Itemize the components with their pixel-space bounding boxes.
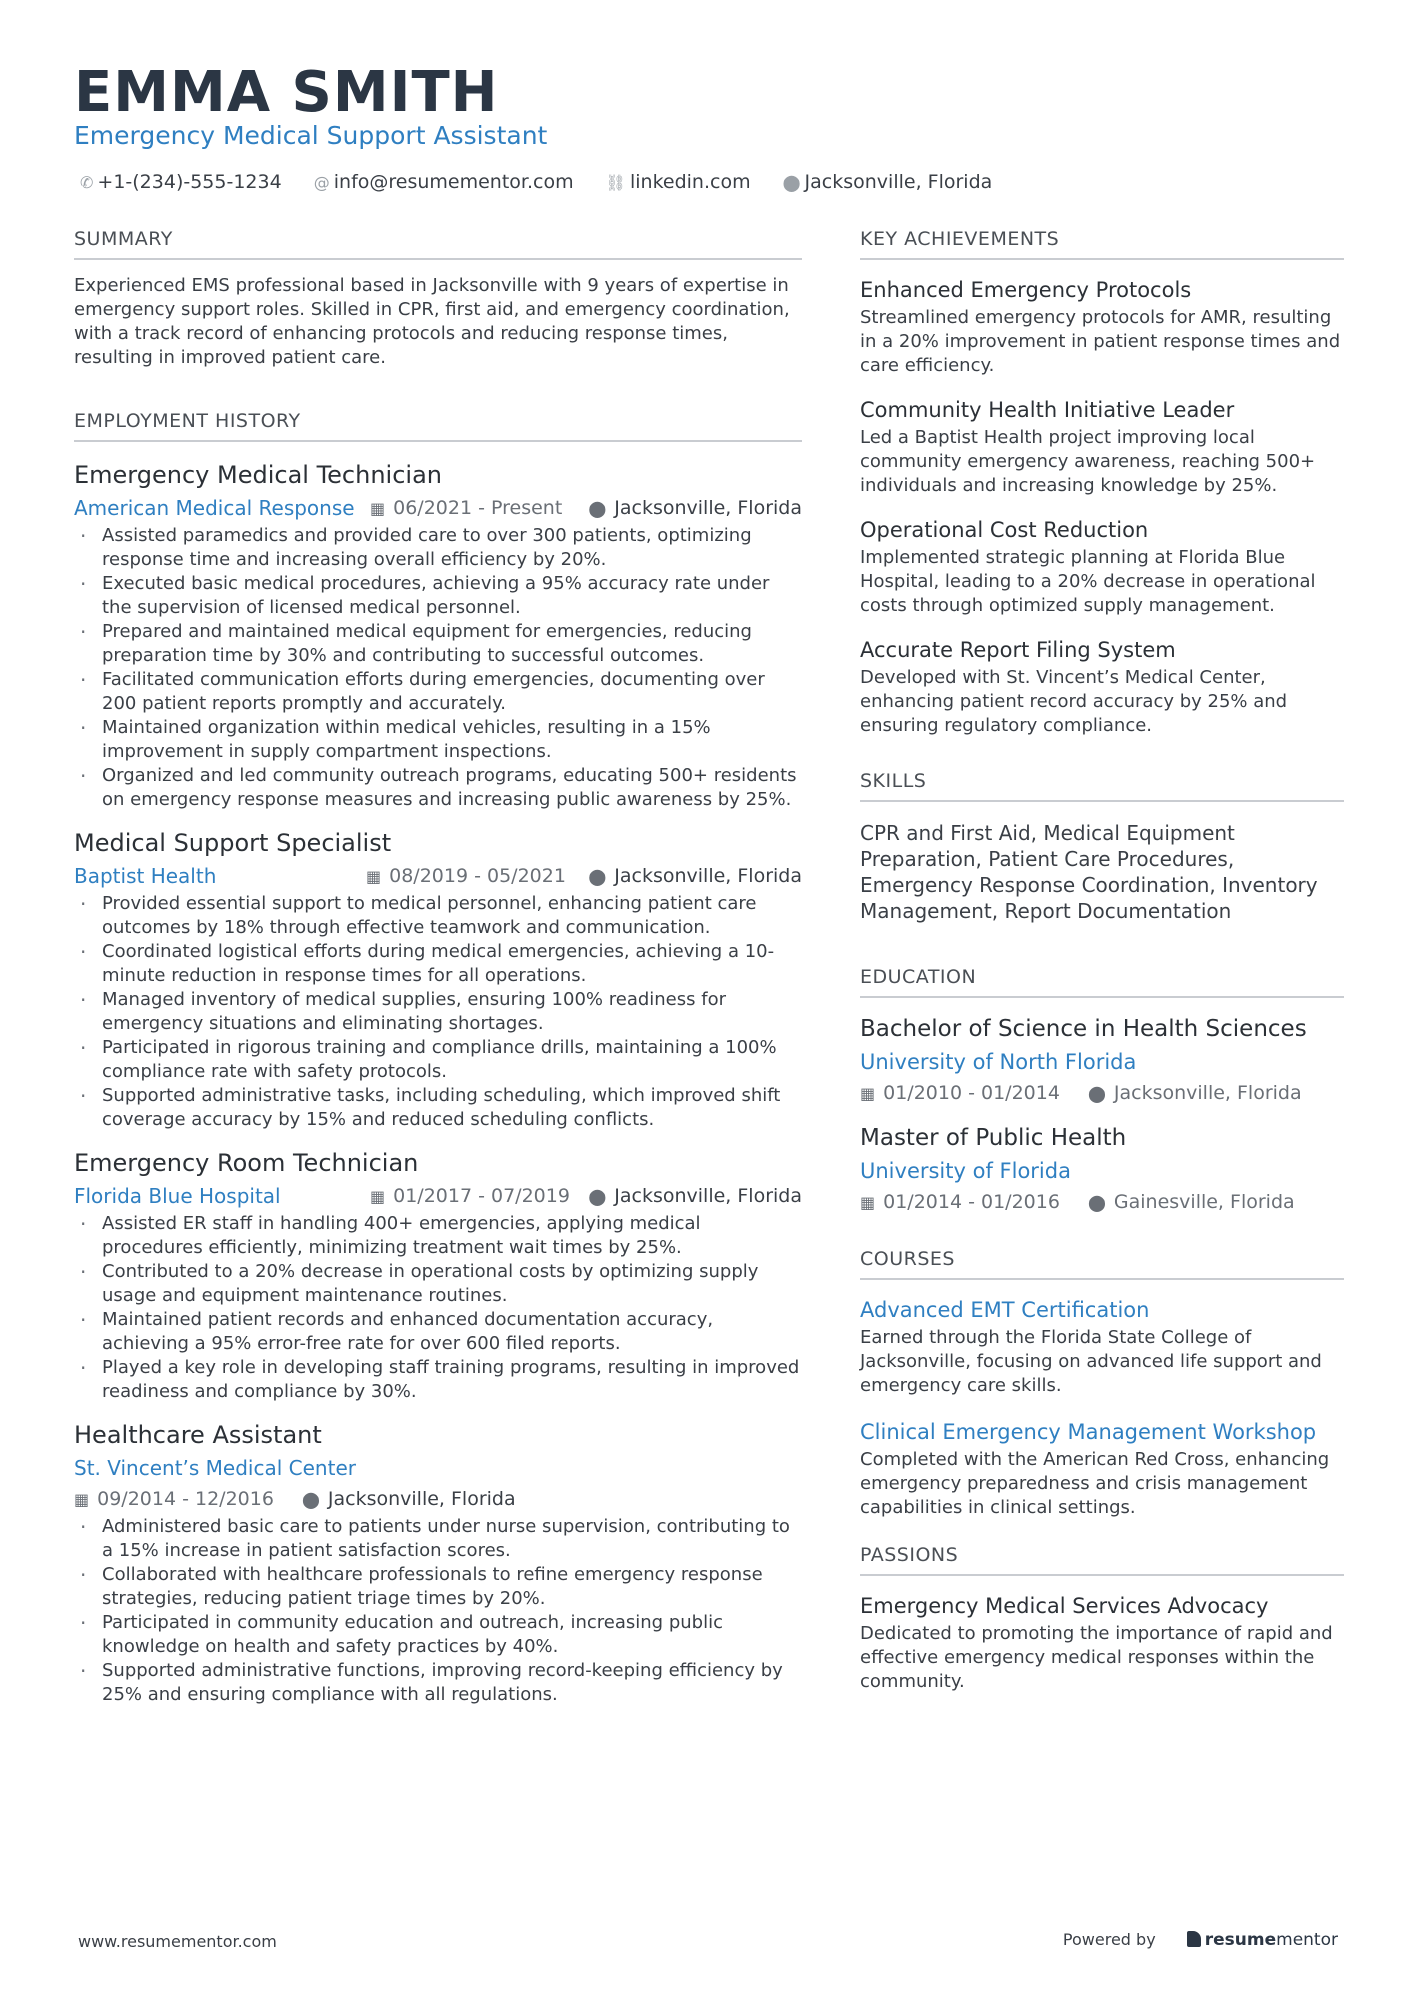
location-icon: ⬤ xyxy=(1087,1084,1106,1103)
course-item xyxy=(860,1416,1344,1520)
passion-item xyxy=(860,1590,1344,1694)
job-bullets xyxy=(74,892,802,1132)
calendar-icon: ▦ xyxy=(366,867,382,886)
contact-bar xyxy=(80,168,1018,197)
job-meta xyxy=(74,1180,802,1212)
bullet-item: · Managed inventory of medical supplies, ensuring 100% readiness for emergency situations and eliminating shortages. xyxy=(74,988,802,1036)
skills-text: CPR and First Aid, Medical Equipment Preparation, Patient Care Procedures, Emergency Response Coordination, Inventory Management, Report Documentation xyxy=(860,821,1318,923)
achievement-item xyxy=(860,394,1344,498)
bullet-item: · Prepared and maintained medical equipment for emergencies, reducing preparation time by 30% and contributing to successful outcomes. xyxy=(74,620,802,668)
course-item xyxy=(860,1294,1344,1398)
section-heading: COURSES xyxy=(860,1246,1344,1280)
job-title: Emergency Medical Technician xyxy=(74,461,442,489)
job-entry xyxy=(74,826,802,1132)
achievement-text: Streamlined emergency protocols for AMR, resulting in a 20% improvement in patient response times and care efficiency. xyxy=(860,307,1341,376)
job-title: Emergency Room Technician xyxy=(74,1149,419,1177)
job-entry xyxy=(74,458,802,812)
candidate-name: EMMA SMITH xyxy=(74,60,499,125)
footer-website[interactable]: www.resumementor.com xyxy=(78,1932,277,1951)
education-degree: Bachelor of Science in Health Sciences xyxy=(860,1016,1307,1042)
education-degree: Master of Public Health xyxy=(860,1125,1127,1151)
calendar-icon: ▦ xyxy=(74,1490,90,1509)
bullet-item: · Provided essential support to medical personnel, enhancing patient care outcomes by 18% through effective teamwork and communication. xyxy=(74,892,802,940)
education-school: University of North Florida xyxy=(860,1050,1137,1074)
calendar-icon: ▦ xyxy=(370,1187,386,1206)
location-icon: ⬤ xyxy=(588,1187,607,1206)
achievement-item xyxy=(860,514,1344,618)
bullet-item: · Facilitated communication efforts during emergencies, documenting over 200 patient reports promptly and accurately. xyxy=(74,668,802,716)
job-company: American Medical Response xyxy=(74,496,355,520)
calendar-icon: ▦ xyxy=(860,1084,876,1103)
bullet-item: · Contributed to a 20% decrease in operational costs by optimizing supply usage and equipment maintenance routines. xyxy=(74,1260,802,1308)
bullet-item: · Participated in community education and outreach, increasing public knowledge on health and safety practices by 40%. xyxy=(74,1611,802,1659)
bullet-item: · Coordinated logistical efforts during medical emergencies, achieving a 10-minute reduction in response times for all operations. xyxy=(74,940,802,988)
section-heading: PASSIONS xyxy=(860,1542,1344,1576)
course-title: Advanced EMT Certification xyxy=(860,1298,1150,1322)
job-location: ⬤ Jacksonville, Florida xyxy=(588,1185,802,1207)
bullet-item: · Maintained organization within medical vehicles, resulting in a 15% improvement in supply compartment inspections. xyxy=(74,716,802,764)
powered-by-label: Powered by xyxy=(1062,1930,1156,1949)
job-location: ⬤ Jacksonville, Florida xyxy=(301,1488,516,1510)
section-heading: SKILLS xyxy=(860,768,1344,802)
summary-section xyxy=(74,226,802,370)
bullet-item: · Collaborated with healthcare professionals to refine emergency response strategies, reducing patient triage times by 20%. xyxy=(74,1563,802,1611)
education-dates: 01/2014 - 01/2016 xyxy=(883,1191,1060,1213)
brand-mark-icon xyxy=(1187,1931,1201,1947)
education-item xyxy=(860,1012,1344,1109)
section-heading: SUMMARY xyxy=(74,226,802,260)
education-meta xyxy=(860,1078,1344,1109)
job-title: Medical Support Specialist xyxy=(74,829,392,857)
summary-text: Experienced EMS professional based in Jacksonville with 9 years of expertise in emergency support roles. Skilled in CPR, first aid, and emergency coordination, with a track record of enhancing protocols and reducing response times, resulting in improved patient care. xyxy=(74,275,790,368)
section-heading: EDUCATION xyxy=(860,964,1344,998)
left-column xyxy=(74,226,802,1721)
calendar-icon: ▦ xyxy=(860,1193,876,1212)
footer-powered-by xyxy=(1063,1930,1338,1950)
job-bullets xyxy=(74,1515,802,1707)
job-meta xyxy=(74,492,802,524)
job-company: Baptist Health xyxy=(74,864,217,888)
bullet-item: · Executed basic medical procedures, achieving a 95% accuracy rate under the supervision of licensed medical personnel. xyxy=(74,572,802,620)
candidate-title: Emergency Medical Support Assistant xyxy=(74,121,548,150)
contact-phone[interactable]: ✆ +1-(234)-555-1234 xyxy=(80,171,282,193)
bullet-item: · Assisted ER staff in handling 400+ emergencies, applying medical procedures efficiently, minimizing treatment wait times by 25%. xyxy=(74,1212,802,1260)
education-location: ⬤ Jacksonville, Florida xyxy=(1087,1082,1302,1104)
contact-linkedin[interactable]: ⛓ linkedin.com xyxy=(605,171,751,193)
section-heading: EMPLOYMENT HISTORY xyxy=(74,408,802,442)
passions-section xyxy=(860,1542,1344,1694)
achievement-title: Enhanced Emergency Protocols xyxy=(860,278,1192,302)
achievement-item xyxy=(860,274,1344,378)
achievements-section xyxy=(860,226,1344,738)
education-meta xyxy=(860,1187,1344,1218)
passion-text: Dedicated to promoting the importance of rapid and effective emergency medical responses within the community. xyxy=(860,1623,1333,1692)
achievement-text: Implemented strategic planning at Florida Blue Hospital, leading to a 20% decrease in operational costs through optimized supply management. xyxy=(860,547,1316,616)
course-text: Completed with the American Red Cross, enhancing emergency preparedness and crisis management capabilities in clinical settings. xyxy=(860,1449,1330,1518)
location-icon: ⬤ xyxy=(1087,1193,1106,1212)
education-dates: 01/2010 - 01/2014 xyxy=(883,1082,1060,1104)
job-dates: ▦ 06/2021 - Present xyxy=(370,497,563,519)
job-dates: ▦ 01/2017 - 07/2019 xyxy=(370,1185,570,1207)
bullet-item: · Organized and led community outreach programs, educating 500+ residents on emergency response measures and increasing public awareness by 25%. xyxy=(74,764,802,812)
achievement-title: Operational Cost Reduction xyxy=(860,518,1149,542)
job-location: ⬤ Jacksonville, Florida xyxy=(588,497,802,519)
job-dates: ▦ 08/2019 - 05/2021 xyxy=(366,865,566,887)
location-icon: ⬤ xyxy=(782,173,801,192)
bullet-item: · Supported administrative functions, improving record-keeping efficiency by 25% and ensuring compliance with all regulations. xyxy=(74,1659,802,1707)
course-title: Clinical Emergency Management Workshop xyxy=(860,1420,1317,1444)
section-heading: KEY ACHIEVEMENTS xyxy=(860,226,1344,260)
bullet-item: · Assisted paramedics and provided care to over 300 patients, optimizing response time and increasing overall efficiency by 20%. xyxy=(74,524,802,572)
brand-logo[interactable]: resumementor xyxy=(1187,1930,1338,1950)
passion-title: Emergency Medical Services Advocacy xyxy=(860,1594,1269,1618)
bullet-item: · Maintained patient records and enhanced documentation accuracy, achieving a 95% error-free rate for over 600 filed reports. xyxy=(74,1308,802,1356)
education-item xyxy=(860,1121,1344,1218)
achievement-text: Led a Baptist Health project improving local community emergency awareness, reaching 500+ individuals and increasing knowledge by 25%. xyxy=(860,427,1316,496)
course-text: Earned through the Florida State College of Jacksonville, focusing on advanced life support and emergency care skills. xyxy=(860,1327,1322,1396)
bullet-item: · Supported administrative tasks, including scheduling, which improved shift coverage accuracy by 15% and reduced scheduling conflicts. xyxy=(74,1084,802,1132)
courses-section xyxy=(860,1246,1344,1520)
job-company: St. Vincent’s Medical Center xyxy=(74,1456,356,1480)
bullet-item: · Participated in rigorous training and compliance drills, maintaining a 100% compliance rate with safety protocols. xyxy=(74,1036,802,1084)
calendar-icon: ▦ xyxy=(370,499,386,518)
contact-location: ⬤ Jacksonville, Florida xyxy=(782,171,993,193)
achievement-item xyxy=(860,634,1344,738)
job-entry xyxy=(74,1418,802,1707)
location-icon: ⬤ xyxy=(588,867,607,886)
job-title: Healthcare Assistant xyxy=(74,1421,322,1449)
bullet-item: · Played a key role in developing staff training programs, resulting in improved readiness and compliance by 30%. xyxy=(74,1356,802,1404)
job-meta xyxy=(74,860,802,892)
job-meta xyxy=(74,1484,802,1515)
location-icon: ⬤ xyxy=(588,499,607,518)
link-icon: ⛓ xyxy=(605,173,626,192)
job-dates: 09/2014 - 12/2016 xyxy=(97,1488,274,1510)
education-school: University of Florida xyxy=(860,1159,1071,1183)
right-column xyxy=(860,226,1344,1710)
job-bullets xyxy=(74,524,802,812)
location-icon: ⬤ xyxy=(301,1490,320,1509)
skills-section xyxy=(860,768,1344,924)
education-section xyxy=(860,964,1344,1218)
phone-icon: ✆ xyxy=(80,173,94,192)
education-location: ⬤ Gainesville, Florida xyxy=(1087,1191,1295,1213)
achievement-title: Accurate Report Filing System xyxy=(860,638,1176,662)
job-entry xyxy=(74,1146,802,1404)
contact-email[interactable]: @ info@resumementor.com xyxy=(313,171,574,193)
bullet-item: · Administered basic care to patients under nurse supervision, contributing to a 15% increase in patient satisfaction scores. xyxy=(74,1515,802,1563)
job-location: ⬤ Jacksonville, Florida xyxy=(588,865,802,887)
job-bullets xyxy=(74,1212,802,1404)
achievement-title: Community Health Initiative Leader xyxy=(860,398,1235,422)
at-icon: @ xyxy=(313,173,330,192)
employment-section xyxy=(74,408,802,1707)
job-company: Florida Blue Hospital xyxy=(74,1184,281,1208)
achievement-text: Developed with St. Vincent’s Medical Center, enhancing patient record accuracy by 25% and ensuring regulatory compliance. xyxy=(860,667,1288,736)
